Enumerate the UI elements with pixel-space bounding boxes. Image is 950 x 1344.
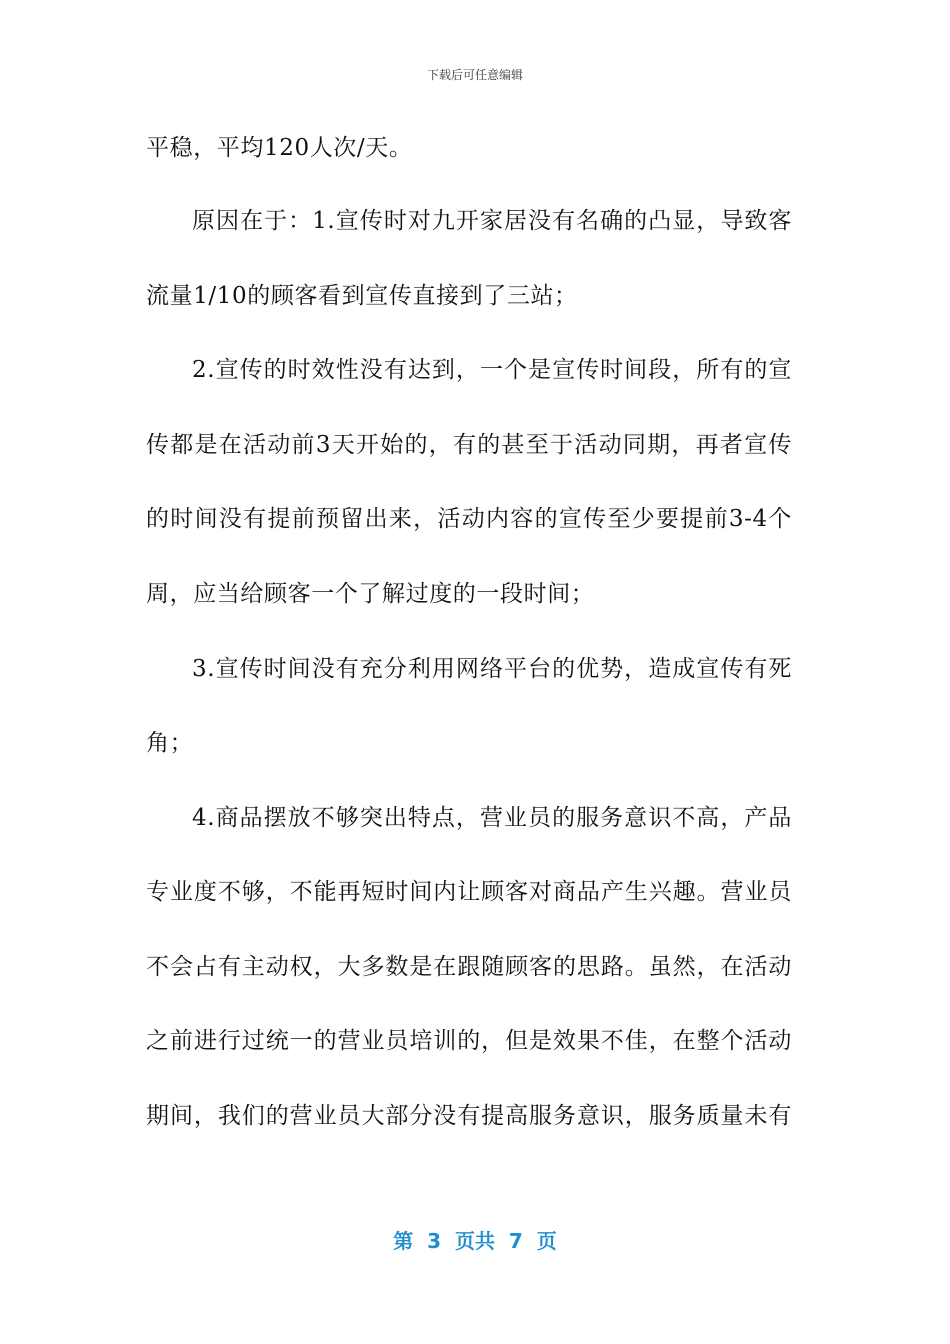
paragraph-line: 3.宣传时间没有充分利用网络平台的优势，造成宣传有死 bbox=[192, 656, 792, 682]
paragraph-line: 角； bbox=[146, 730, 194, 756]
paragraph-line: 传都是在活动前3天开始的，有的甚至于活动同期，再者宣传 bbox=[146, 432, 792, 458]
paragraph-line: 的时间没有提前预留出来，活动内容的宣传至少要提前3-4个 bbox=[146, 506, 792, 532]
page-footer: 第 3 页共 7 页 bbox=[393, 1229, 557, 1253]
paragraph-line: 期间，我们的营业员大部分没有提高服务意识，服务质量未有 bbox=[146, 1103, 792, 1129]
paragraph-line: 周，应当给顾客一个了解过度的一段时间； bbox=[146, 581, 595, 607]
paragraph-line: 原因在于：1.宣传时对九开家居没有名确的凸显，导致客 bbox=[192, 208, 792, 234]
page-header: 下载后可任意编辑 bbox=[426, 68, 523, 82]
paragraph-line: 专业度不够，不能再短时间内让顾客对商品产生兴趣。营业员 bbox=[146, 879, 792, 905]
paragraph-line: 2.宣传的时效性没有达到，一个是宣传时间段，所有的宣 bbox=[192, 357, 792, 383]
paragraph-line: 4.商品摆放不够突出特点，营业员的服务意识不高，产品 bbox=[192, 805, 792, 831]
paragraph-line: 平稳，平均120人次/天。 bbox=[146, 135, 413, 161]
paragraph-line: 之前进行过统一的营业员培训的，但是效果不佳，在整个活动 bbox=[146, 1028, 792, 1054]
paragraph-line: 不会占有主动权，大多数是在跟随顾客的思路。虽然，在活动 bbox=[146, 954, 792, 980]
paragraph-line: 流量1/10的顾客看到宣传直接到了三站； bbox=[146, 283, 578, 309]
